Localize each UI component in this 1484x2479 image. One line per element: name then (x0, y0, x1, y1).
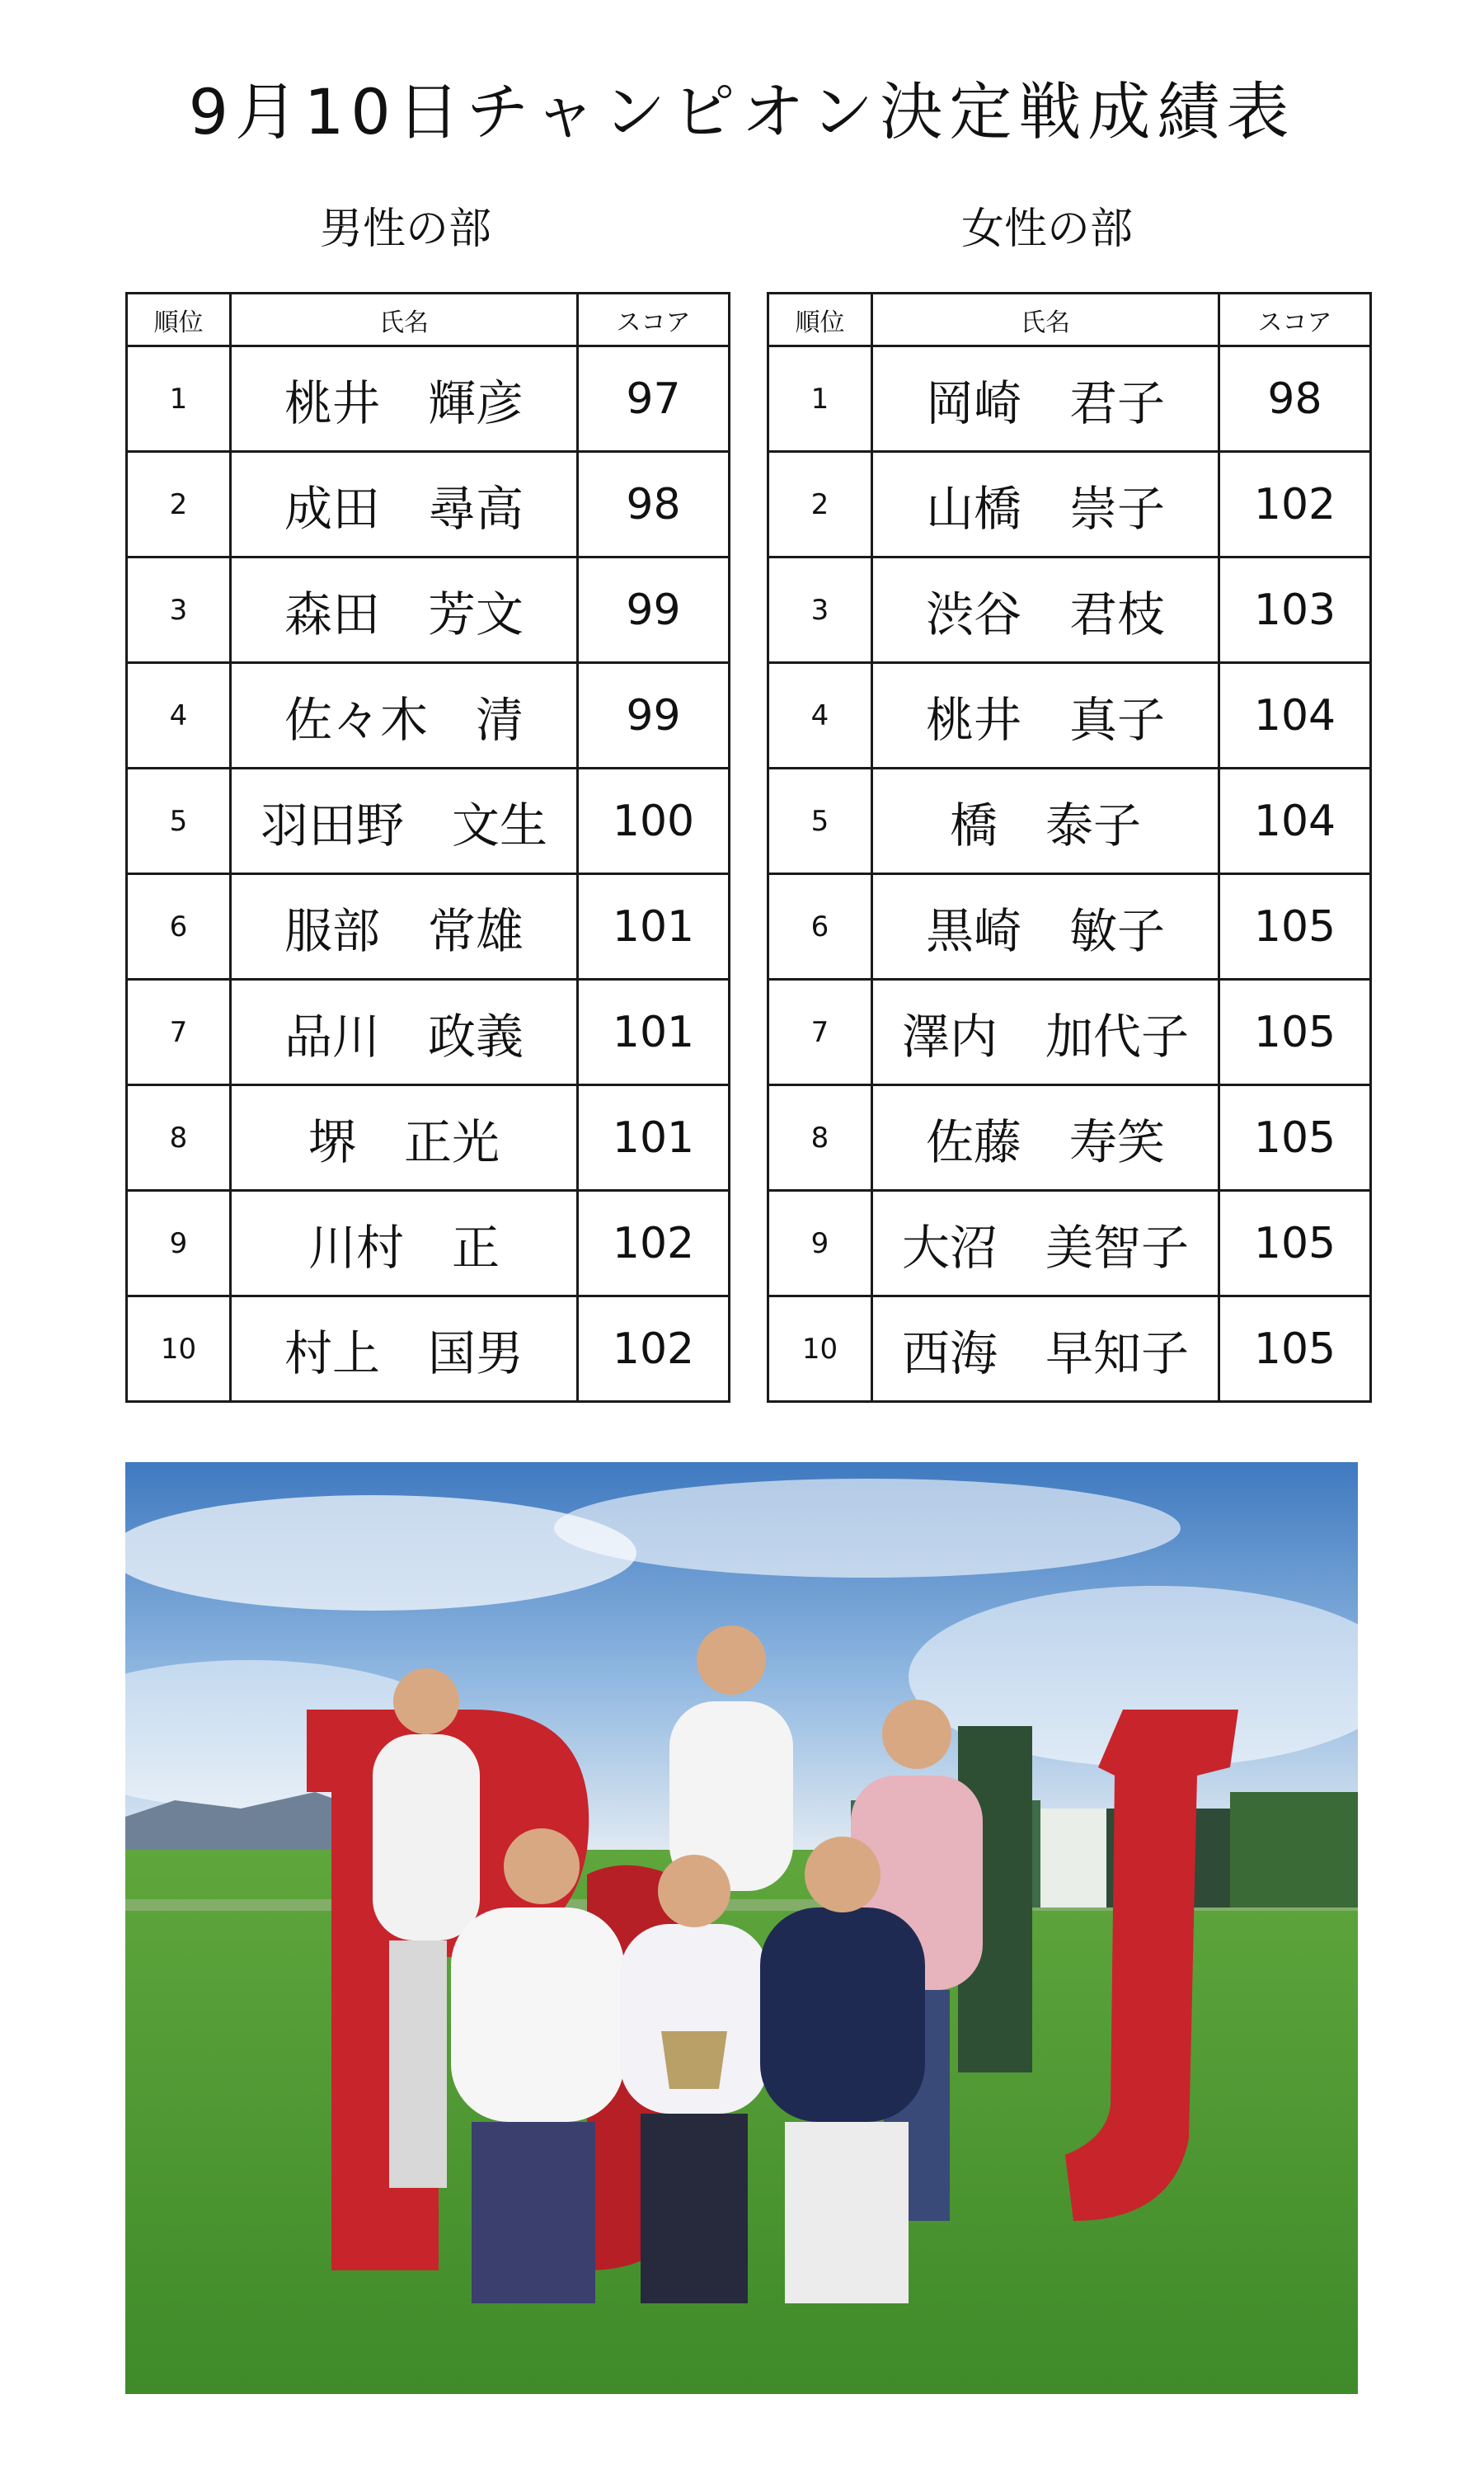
rank-cell: 4 (768, 663, 872, 769)
name-column-header: 氏名 (872, 294, 1219, 346)
table-row (127, 346, 730, 452)
table-row (127, 874, 730, 980)
table-row (127, 1085, 730, 1191)
rank-cell: 3 (127, 557, 231, 663)
name-cell: 森田 芳文 (231, 557, 578, 663)
name-cell: 村上 国男 (231, 1296, 578, 1402)
score-cell: 101 (578, 1085, 730, 1191)
rank-cell: 4 (127, 663, 231, 769)
name-cell: 川村 正 (231, 1191, 578, 1296)
rank-cell: 7 (768, 980, 872, 1085)
name-cell: 渋谷 君枝 (872, 557, 1219, 663)
score-cell: 105 (1219, 1296, 1371, 1402)
rank-cell: 2 (127, 452, 231, 557)
table-row (768, 557, 1371, 663)
rank-column-header: 順位 (768, 294, 872, 346)
rank-cell: 8 (127, 1085, 231, 1191)
name-cell: 佐々木 清 (231, 663, 578, 769)
name-cell: 羽田野 文生 (231, 769, 578, 874)
score-cell: 103 (1219, 557, 1371, 663)
score-cell: 101 (578, 980, 730, 1085)
score-column-header: スコア (1219, 294, 1371, 346)
score-cell: 97 (578, 346, 730, 452)
score-cell: 102 (578, 1296, 730, 1402)
name-cell: 澤内 加代子 (872, 980, 1219, 1085)
table-header-row (768, 294, 1371, 346)
name-cell: 成田 尋高 (231, 452, 578, 557)
name-cell: 堺 正光 (231, 1085, 578, 1191)
name-cell: 佐藤 寿笑 (872, 1085, 1219, 1191)
table-row (768, 452, 1371, 557)
score-cell: 98 (578, 452, 730, 557)
page-title: 9月10日チャンピオン決定戦成績表 (188, 75, 1296, 148)
rank-cell: 5 (127, 769, 231, 874)
rank-cell: 1 (127, 346, 231, 452)
score-cell: 99 (578, 557, 730, 663)
table-row (127, 663, 730, 769)
table-row (127, 980, 730, 1085)
rank-cell: 5 (768, 769, 872, 874)
score-cell: 104 (1219, 769, 1371, 874)
name-column-header: 氏名 (231, 294, 578, 346)
score-cell: 102 (1219, 452, 1371, 557)
table-row (127, 769, 730, 874)
table-header-row (127, 294, 730, 346)
women-section-heading: 女性の部 (960, 205, 1133, 254)
table-row (127, 452, 730, 557)
name-cell: 品川 政義 (231, 980, 578, 1085)
name-cell: 山橋 崇子 (872, 452, 1219, 557)
table-row (768, 663, 1371, 769)
table-row (768, 874, 1371, 980)
rank-cell: 10 (768, 1296, 872, 1402)
rank-cell: 6 (768, 874, 872, 980)
score-cell: 102 (578, 1191, 730, 1296)
table-row (768, 346, 1371, 452)
table-row (768, 980, 1371, 1085)
rank-cell: 8 (768, 1085, 872, 1191)
name-cell: 西海 早知子 (872, 1296, 1219, 1402)
men-table-body (127, 346, 730, 1402)
women-results-table (767, 292, 1372, 1403)
rank-cell: 1 (768, 346, 872, 452)
score-cell: 101 (578, 874, 730, 980)
name-cell: 黒崎 敏子 (872, 874, 1219, 980)
name-cell: 服部 常雄 (231, 874, 578, 980)
table-row (127, 557, 730, 663)
table-row (768, 1296, 1371, 1402)
table-row (768, 1085, 1371, 1191)
score-cell: 105 (1219, 980, 1371, 1085)
name-cell: 橋 泰子 (872, 769, 1219, 874)
table-row (768, 769, 1371, 874)
rank-cell: 2 (768, 452, 872, 557)
rank-column-header: 順位 (127, 294, 231, 346)
score-column-header: スコア (578, 294, 730, 346)
rank-cell: 10 (127, 1296, 231, 1402)
score-cell: 98 (1219, 346, 1371, 452)
name-cell: 桃井 輝彦 (231, 346, 578, 452)
score-cell: 105 (1219, 1085, 1371, 1191)
score-cell: 105 (1219, 1191, 1371, 1296)
group-photo (125, 1462, 1358, 2394)
score-cell: 99 (578, 663, 730, 769)
men-results-table (125, 292, 730, 1403)
name-cell: 岡崎 君子 (872, 346, 1219, 452)
table-row (768, 1191, 1371, 1296)
women-table-body (768, 346, 1371, 1402)
score-cell: 104 (1219, 663, 1371, 769)
score-cell: 105 (1219, 874, 1371, 980)
score-cell: 100 (578, 769, 730, 874)
men-section-heading: 男性の部 (319, 205, 491, 254)
rank-cell: 6 (127, 874, 231, 980)
rank-cell: 9 (127, 1191, 231, 1296)
table-row (127, 1296, 730, 1402)
table-row (127, 1191, 730, 1296)
rank-cell: 7 (127, 980, 231, 1085)
rank-cell: 3 (768, 557, 872, 663)
rank-cell: 9 (768, 1191, 872, 1296)
name-cell: 大沼 美智子 (872, 1191, 1219, 1296)
name-cell: 桃井 真子 (872, 663, 1219, 769)
